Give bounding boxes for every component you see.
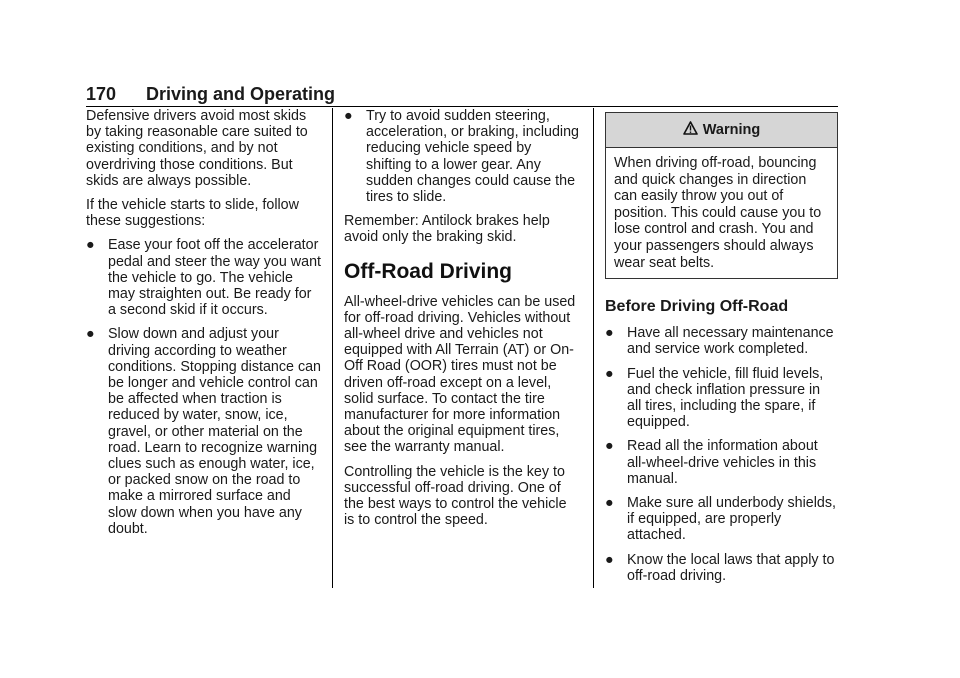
bullet-icon: ● <box>605 494 614 511</box>
column-left <box>86 108 322 545</box>
warning-triangle-icon <box>683 121 698 139</box>
page-number: 170 <box>86 84 117 104</box>
list-item-text: Have all necessary maintenance and service work completed. <box>627 325 834 358</box>
list-item-text: Try to avoid sudden steering, acceleration, or braking, including reducing vehicle speed by shifting to a lower gear. Any sudden changes could cause the tires to slide. <box>366 108 579 206</box>
list-item-text: Ease your foot off the accelerator pedal and steer the way you want the vehicle to go. The vehicle may straighten out. Be ready for a second skid if it occurs. <box>108 237 322 319</box>
warning-title: Warning <box>702 121 761 138</box>
column-divider <box>593 108 594 588</box>
section-title: Driving and Operating <box>146 84 336 104</box>
section-heading: Off-Road Driving <box>344 259 512 283</box>
paragraph: If the vehicle starts to slide, follow these suggestions: <box>86 197 299 230</box>
list-item-text: Fuel the vehicle, fill fluid levels, and check inflation pressure in all tires, including the spare, if equipped. <box>627 365 824 431</box>
list-item <box>86 237 322 318</box>
column-divider <box>332 108 333 588</box>
list-item <box>86 326 322 537</box>
bullet-icon: ● <box>605 365 614 382</box>
list-item-text: Make sure all underbody shields, if equipped, are properly attached. <box>627 494 837 544</box>
paragraph: Defensive drivers avoid most skids by taking reasonable care suited to existing conditions, and by not overdriving those conditions. But skids are always possible. <box>86 108 308 189</box>
bullet-icon: ● <box>605 551 614 568</box>
list-item <box>605 495 838 544</box>
paragraph: Controlling the vehicle is the key to successful off-road driving. One of the best ways to control the vehicle is to control the speed. <box>344 463 567 529</box>
warning-box <box>605 112 838 279</box>
bullet-icon: ● <box>605 325 614 342</box>
warning-text: When driving off-road, bouncing and quick changes in direction can easily throw you out of position. This could cause you to lose control and crash. You and your passengers should always wear seat belts. <box>614 155 822 271</box>
column-right <box>605 108 838 592</box>
section-heading: Before Driving Off-Road <box>605 298 789 316</box>
paragraph: Remember: Antilock brakes help avoid only the braking skid. <box>344 213 550 246</box>
warning-body <box>606 148 837 278</box>
bullet-icon: ● <box>605 438 614 455</box>
warning-header <box>606 113 837 148</box>
bullet-icon: ● <box>86 237 95 254</box>
list-item <box>605 438 838 487</box>
bullet-icon: ● <box>344 108 353 124</box>
list-item <box>605 552 838 584</box>
page-header <box>86 84 838 107</box>
list-item-text: Read all the information about all-wheel-drive vehicles in this manual. <box>627 438 818 487</box>
list-item-text: Slow down and adjust your driving according to weather conditions. Stopping distance can be longer and vehicle control can be affected when traction is reduced by water, snow, ice, gravel, or other material on the road. Learn to recognize warning clues such as enough water, ice, or packed snow on the road to make a mirrored surface and slow down when you have any doubt. <box>108 326 322 537</box>
paragraph: All-wheel-drive vehicles can be used for off-road driving. Vehicles without all-wheel drive and vehicles not equipped with All Terrain (AT) or On-Off Road (OOR) tires must not be driven off-road except on a level, solid surface. To contact the tire manufacturer for more information about the original equipment tires, see the warranty manual. <box>344 293 576 456</box>
list-item-text: Know the local laws that apply to off-road driving. <box>627 551 835 584</box>
list-item <box>605 366 838 431</box>
bullet-icon: ● <box>86 326 95 343</box>
column-middle <box>344 108 580 536</box>
list-item <box>605 325 838 357</box>
list-item <box>344 108 580 205</box>
